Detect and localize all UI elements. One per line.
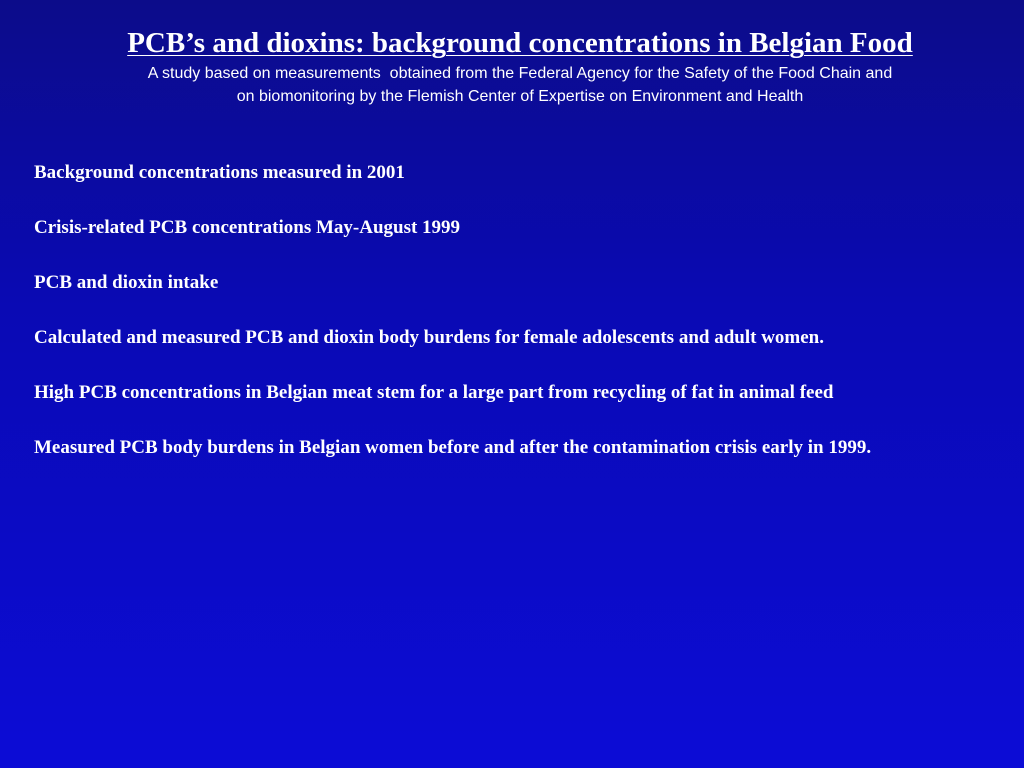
slide-title: PCB’s and dioxins: background concentrations in Belgian Food [127,27,913,59]
list-item: High PCB concentrations in Belgian meat stem for a large part from recycling of fat in animal feed [34,382,834,403]
content-list [34,159,974,489]
slide-subtitle [40,62,1000,108]
list-item: Crisis-related PCB concentrations May-August 1999 [34,217,461,238]
slide-header [40,26,1000,108]
list-item: Background concentrations measured in 2001 [34,162,405,183]
list-item: Measured PCB body burdens in Belgian women before and after the contamination crisis early in 1999. [34,437,872,458]
subtitle-line-2: on biomonitoring by the Flemish Center of Expertise on Environment and Health [236,88,804,105]
subtitle-line-1: A study based on measurements obtained from the Federal Agency for the Safety of the Food Chain and [147,65,893,82]
list-item: PCB and dioxin intake [34,272,219,293]
list-item: Calculated and measured PCB and dioxin body burdens for female adolescents and adult women. [34,327,825,348]
